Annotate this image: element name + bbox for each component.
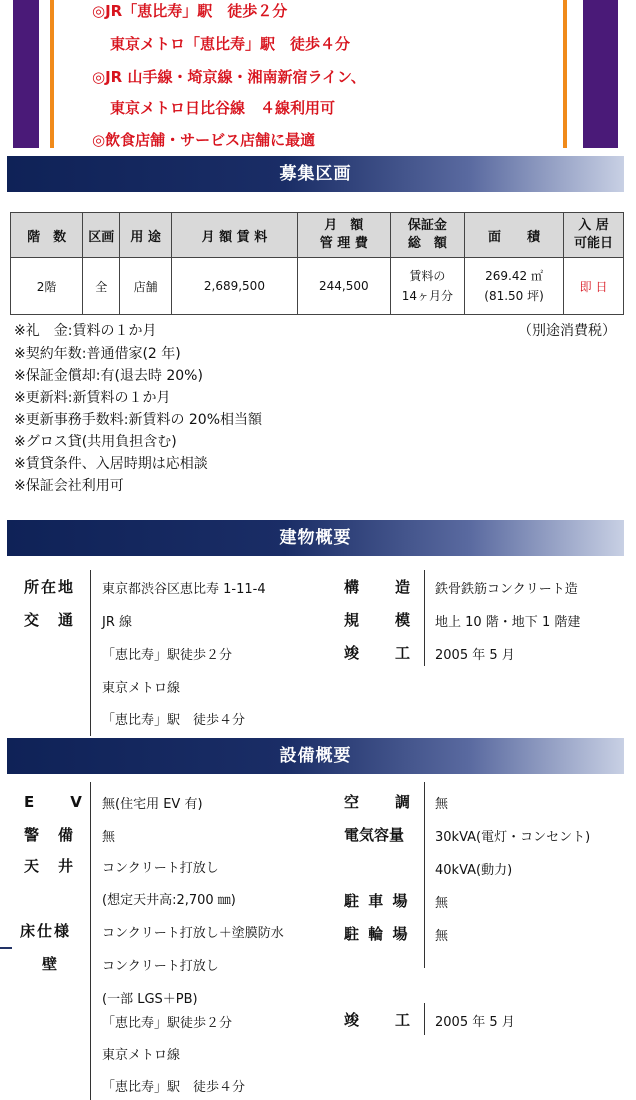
value-ev: 無(住宅用 EV 有) bbox=[102, 797, 203, 812]
value-ceiling: コンクリート打放し bbox=[102, 861, 219, 876]
label-aircon: 空 調 bbox=[344, 793, 413, 811]
value-electric: 30kVA(電灯・コンセント) bbox=[435, 830, 591, 845]
cell-move-in: 即 日 bbox=[564, 258, 624, 315]
value-address: 東京都渋谷区恵比寿 1-11-4 bbox=[102, 582, 266, 597]
cell-mgmt-fee: 244,500 bbox=[297, 258, 390, 315]
col-header-mgmt-fee: 月 額 管 理 費 bbox=[297, 213, 390, 258]
condition-note: ※グロス貸(共用負担含む) bbox=[14, 434, 177, 450]
cell-rent: 2,689,500 bbox=[171, 258, 297, 315]
value-access: 東京メトロ線 bbox=[102, 681, 181, 696]
condition-note: ※保証会社利用可 bbox=[14, 478, 124, 494]
divider bbox=[90, 570, 91, 736]
col-header-section: 区画 bbox=[83, 213, 120, 258]
label-ev: E V bbox=[24, 793, 84, 811]
value-access: 「恵比寿」駅 徒歩４分 bbox=[102, 713, 246, 728]
label-floor: 床仕様 bbox=[20, 922, 72, 940]
value-bicycle: 無 bbox=[435, 929, 449, 944]
col-header-rent: 月 額 賃 料 bbox=[171, 213, 297, 258]
value-electric-power: 40kVA(動力) bbox=[435, 863, 513, 878]
value-ceiling-height: (想定天井高:2,700 ㎜) bbox=[102, 893, 236, 908]
table-row bbox=[11, 258, 624, 315]
banner-line: ◎飲食店舗・サービス店舗に最適 bbox=[92, 131, 316, 149]
cell-use: 店舗 bbox=[120, 258, 172, 315]
table-header-row bbox=[11, 213, 624, 258]
value-access: 「恵比寿」駅徒歩２分 bbox=[102, 1016, 233, 1031]
value-wall-partial: (一部 LGS＋PB) bbox=[102, 992, 198, 1007]
banner-line: ◎JR 山手線・埼京線・湘南新宿ライン、 bbox=[92, 68, 366, 86]
condition-note: ※礼 金:賃料の１か月 bbox=[14, 323, 157, 339]
value-completed: 2005 年 5 月 bbox=[435, 1015, 515, 1030]
label-ceiling: 天 井 bbox=[24, 857, 76, 875]
col-header-area: 面 積 bbox=[465, 213, 564, 258]
label-wall: 壁 bbox=[42, 955, 60, 973]
value-scale: 地上 10 階・地下 1 階建 bbox=[435, 615, 581, 630]
recruitment-table bbox=[10, 212, 624, 315]
col-header-deposit: 保証金 総 額 bbox=[390, 213, 464, 258]
condition-note: ※賃貸条件、入居時期は応相談 bbox=[14, 456, 208, 472]
col-header-move-in: 入 居 可能日 bbox=[564, 213, 624, 258]
col-header-use: 用 途 bbox=[120, 213, 172, 258]
value-aircon: 無 bbox=[435, 797, 449, 812]
value-access: 東京メトロ線 bbox=[102, 1048, 181, 1063]
label-structure: 構 造 bbox=[344, 578, 413, 596]
divider bbox=[424, 782, 425, 968]
banner-line: 東京メトロ「恵比寿」駅 徒歩４分 bbox=[110, 35, 351, 53]
label-bicycle: 駐 輪 場 bbox=[344, 925, 410, 943]
banner-line: ◎JR「恵比寿」駅 徒歩２分 bbox=[92, 2, 288, 20]
label-security: 警 備 bbox=[24, 826, 76, 844]
condition-note: ※保証金償却:有(退去時 20%) bbox=[14, 368, 203, 384]
cell-section: 全 bbox=[83, 258, 120, 315]
tax-note: （別途消費税） bbox=[518, 323, 616, 339]
value-wall: コンクリート打放し bbox=[102, 959, 219, 974]
value-floor: コンクリート打放し＋塗膜防水 bbox=[102, 926, 284, 941]
divider bbox=[424, 1003, 425, 1035]
value-structure: 鉄骨鉄筋コンクリート造 bbox=[435, 582, 578, 597]
value-access: 「恵比寿」駅徒歩２分 bbox=[102, 648, 233, 663]
condition-note: ※更新料:新賃料の１か月 bbox=[14, 390, 171, 406]
label-completed: 竣 工 bbox=[344, 644, 413, 662]
label-parking: 駐 車 場 bbox=[344, 892, 410, 910]
divider bbox=[424, 570, 425, 666]
value-access: 「恵比寿」駅 徒歩４分 bbox=[102, 1080, 246, 1095]
value-security: 無 bbox=[102, 830, 116, 845]
value-completed: 2005 年 5 月 bbox=[435, 648, 515, 663]
value-access: JR 線 bbox=[102, 615, 132, 630]
cell-area: 269.42 ㎡ (81.50 坪) bbox=[465, 258, 564, 315]
cell-deposit: 賃料の 14ヶ月分 bbox=[390, 258, 464, 315]
label-scale: 規 模 bbox=[344, 611, 413, 629]
col-header-floor: 階 数 bbox=[11, 213, 83, 258]
divider bbox=[90, 782, 91, 1100]
label-location: 所在地 bbox=[24, 578, 76, 596]
margin-mark bbox=[0, 947, 12, 949]
label-electric: 電気容量 bbox=[344, 826, 405, 844]
banner-line: 東京メトロ日比谷線 ４線利用可 bbox=[110, 99, 336, 117]
section-header-recruit: 募集区画 bbox=[7, 156, 624, 192]
label-access: 交 通 bbox=[24, 611, 76, 629]
section-header-building: 建物概要 bbox=[7, 520, 624, 556]
cell-floor: 2階 bbox=[11, 258, 83, 315]
condition-note: ※契約年数:普通借家(2 年) bbox=[14, 346, 181, 362]
value-parking: 無 bbox=[435, 896, 449, 911]
condition-note: ※更新事務手数料:新賃料の 20%相当額 bbox=[14, 412, 263, 428]
section-header-facility: 設備概要 bbox=[7, 738, 624, 774]
label-completed: 竣 工 bbox=[344, 1011, 413, 1029]
